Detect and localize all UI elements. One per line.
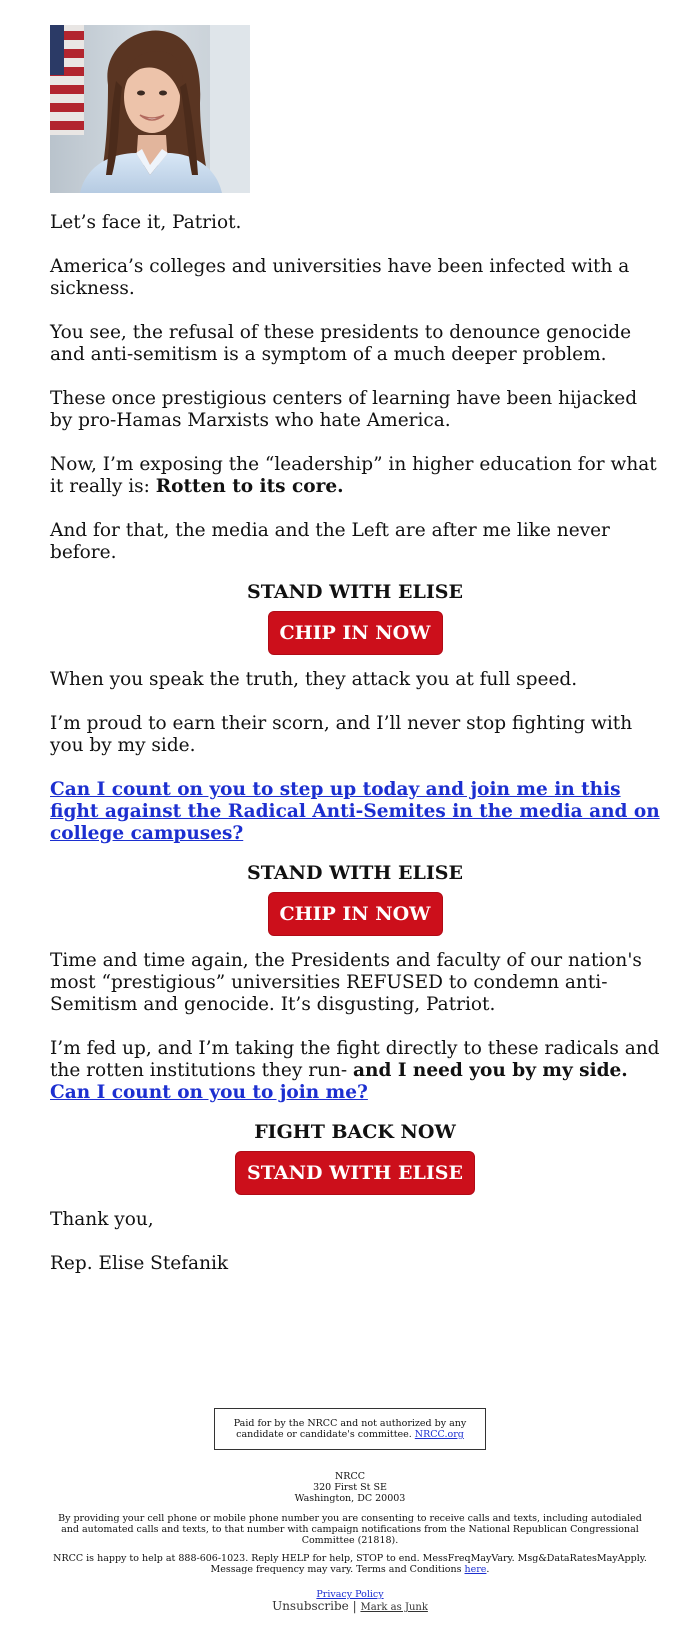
chip-in-button-1[interactable]: CHIP IN NOW <box>268 611 443 655</box>
mark-as-junk-link[interactable]: Mark as Junk <box>360 1602 428 1613</box>
unsubscribe-link[interactable]: Unsubscribe <box>272 1599 349 1613</box>
disclaimer-text: Paid for by the NRCC and not authorized by any candidate or candidate's committee. <box>233 1418 467 1440</box>
address-line-1: 320 First St SE <box>313 1482 387 1493</box>
paragraph-4-text: Now, I’m exposing the “leadership” in higher education for what it really is: <box>50 454 657 497</box>
candidate-portrait-image <box>50 25 250 193</box>
greeting: Let’s face it, Patriot. <box>50 212 242 233</box>
paragraph-1: America’s colleges and universities have been infected with a sickness. <box>50 256 630 299</box>
mailing-address <box>50 1471 650 1504</box>
email-body <box>50 25 660 1275</box>
cta-block-1 <box>50 581 660 655</box>
candidate-photo <box>50 25 250 193</box>
cta-block-2 <box>50 862 660 936</box>
org-name: NRCC <box>334 1471 365 1482</box>
address-line-2: Washington, DC 20003 <box>294 1493 406 1504</box>
sign-off: Thank you, <box>50 1209 154 1230</box>
cta-heading-1: STAND WITH ELISE <box>247 581 463 603</box>
terms-here-link[interactable]: here <box>464 1564 487 1575</box>
paragraph-4-bold: Rotten to its core. <box>155 476 344 497</box>
count-on-you-link[interactable]: Can I count on you to step up today and join me in this fight against the Radical Anti-Semites in the media and on college campuses? <box>50 779 660 844</box>
donate-link-paragraph <box>50 779 660 845</box>
flag-background <box>50 25 84 135</box>
paragraph-2: You see, the refusal of these presidents to denounce genocide and anti-semitism is a symptom of a much deeper problem. <box>50 322 632 365</box>
privacy-policy-link[interactable]: Privacy Policy <box>316 1589 384 1600</box>
paragraph-9 <box>50 1038 660 1104</box>
footer-separator: | <box>352 1599 357 1613</box>
paragraph-9-text: I’m fed up, and I’m taking the fight directly to these radicals and the rotten institutions they run- <box>50 1038 660 1081</box>
unsubscribe-row <box>50 1601 650 1613</box>
stand-with-elise-button[interactable]: STAND WITH ELISE <box>235 1151 475 1195</box>
help-end: . <box>486 1564 490 1575</box>
cta-heading-3: FIGHT BACK NOW <box>254 1121 456 1143</box>
paid-for-disclaimer <box>214 1408 486 1450</box>
cta-heading-2: STAND WITH ELISE <box>247 862 463 884</box>
paragraph-9-bold: and I need you by my side. <box>353 1060 628 1081</box>
paragraph-5: And for that, the media and the Left are after me like never before. <box>50 520 610 563</box>
signature: Rep. Elise Stefanik <box>50 1253 229 1274</box>
email-footer <box>50 1408 650 1613</box>
paragraph-8: Time and time again, the Presidents and faculty of our nation's most “prestigious” universities REFUSED to condemn anti-Semitism and genocide. It’s disgusting, Patriot. <box>50 950 642 1015</box>
nrcc-org-link[interactable]: NRCC.org <box>414 1429 464 1440</box>
paragraph-3: These once prestigious centers of learning have been hijacked by pro-Hamas Marxists who hate America. <box>50 388 638 431</box>
cta-block-3 <box>50 1121 660 1195</box>
help-text: NRCC is happy to help at 888-606-1023. Reply HELP for help, STOP to end. MessFreqMayVary. Msg&DataRatesMayApply. Message frequency may vary. Terms and Conditions <box>53 1553 647 1575</box>
sms-help-text <box>50 1553 650 1575</box>
paragraph-4 <box>50 454 660 498</box>
sms-consent-text: By providing your cell phone or mobile phone number you are consenting to receive calls and texts, including autodialed and automated calls and texts, to that number with campaign notifications from the National Republican Congressional Committee (21818). <box>58 1513 642 1546</box>
paragraph-6: When you speak the truth, they attack you at full speed. <box>50 669 578 690</box>
chip-in-button-2[interactable]: CHIP IN NOW <box>268 892 443 936</box>
paragraph-7: I’m proud to earn their scorn, and I’ll never stop fighting with you by my side. <box>50 713 633 756</box>
join-me-link[interactable]: Can I count on you to join me? <box>50 1082 368 1103</box>
